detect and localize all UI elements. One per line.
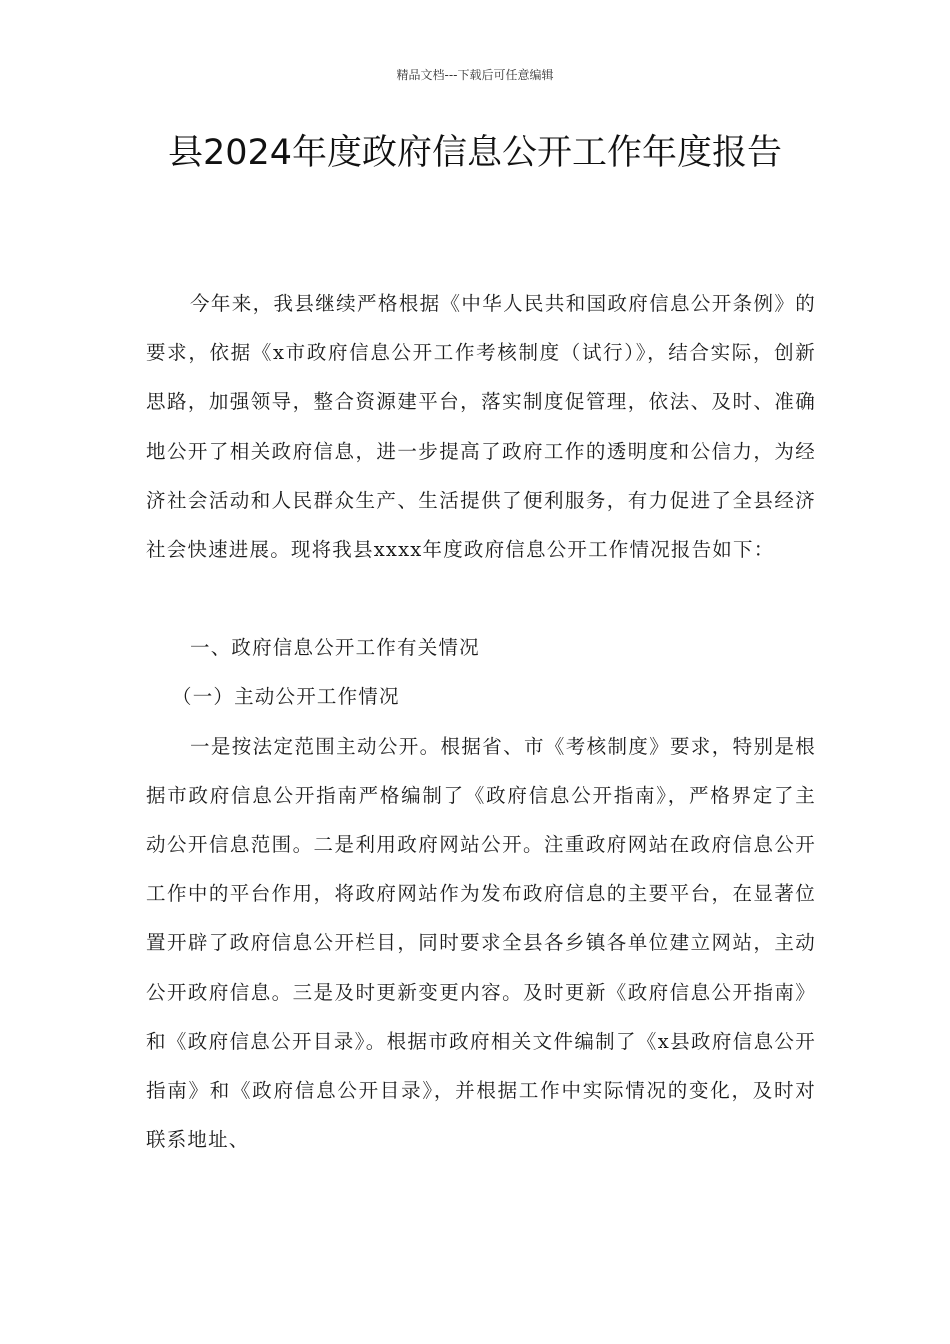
section-heading: 一、政府信息公开工作有关情况: [190, 636, 480, 660]
subsection-heading: （一）主动公开工作情况: [172, 685, 400, 709]
section-spacer: [146, 574, 816, 623]
document-body: [146, 279, 816, 1164]
header-note: 精品文档---下载后可任意编辑: [396, 68, 554, 82]
body-paragraph: 一是按法定范围主动公开。根据省、市《考核制度》要求，特别是根据市政府信息公开指南严格编制了《政府信息公开指南》，严格界定了主动公开信息范围。二是利用政府网站公开。注重政府网站在政府信息公开工作中的平台作用，将政府网站作为发布政府信息的主要平台，在显著位置开辟了政府信息公开栏目，同时要求全县各乡镇各单位建立网站，主动公开政府信息。三是及时更新变更内容。及时更新《政府信息公开指南》和《政府信息公开目录》。根据市政府相关文件编制了《x县政府信息公开指南》和《政府信息公开目录》，并根据工作中实际情况的变化，及时对联系地址、: [146, 734, 816, 1152]
intro-paragraph: 今年来，我县继续严格根据《中华人民共和国政府信息公开条例》的要求，依据《x市政府信息公开工作考核制度（试行）》，结合实际，创新思路，加强领导，整合资源建平台，落实制度促管理，依法、及时、准确地公开了相关政府信息，进一步提高了政府工作的透明度和公信力，为经济社会活动和人民群众生产、生活提供了便利服务，有力促进了全县经济社会快速进展。现将我县xxxx年度政府信息公开工作情况报告如下：: [146, 292, 816, 562]
document-title: 县2024年度政府信息公开工作年度报告: [167, 133, 783, 173]
